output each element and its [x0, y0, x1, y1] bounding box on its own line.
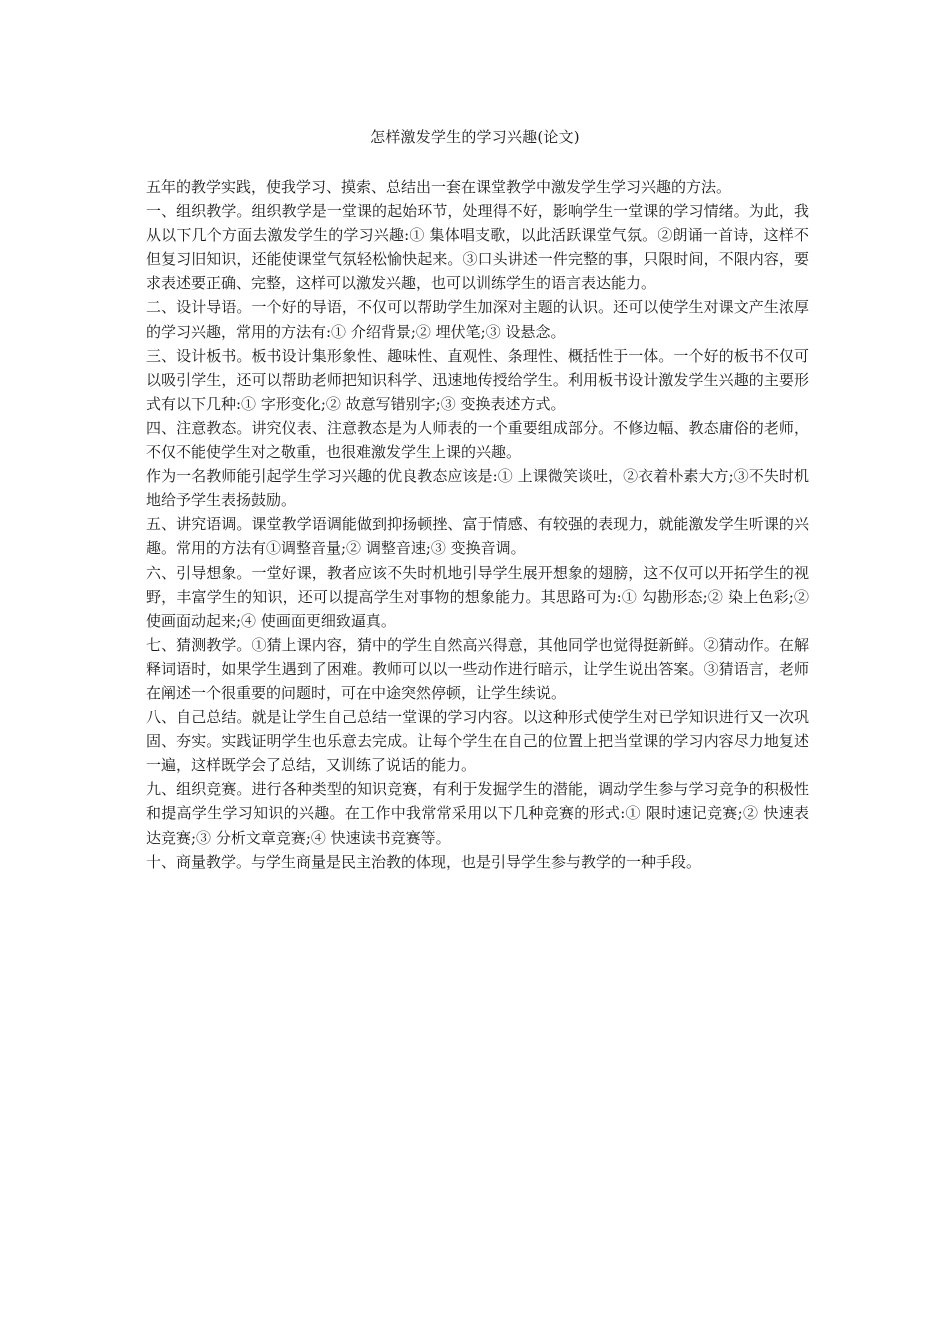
paragraph-section-8: 八、自己总结。就是让学生自己总结一堂课的学习内容。以这种形式使学生对已学知识进行又一次巩固、夯实。实践证明学生也乐意去完成。让每个学生在自己的位置上把当堂课的学习内容尽力地复述一遍，这样既学会了总结，又训练了说话的能力。	[146, 708, 809, 775]
paragraph-section-10: 十、商量教学。与学生商量是民主治教的体现，也是引导学生参与教学的一种手段。	[146, 852, 702, 871]
paragraph-section-1: 一、组织教学。组织教学是一堂课的起始环节，处理得不好，影响学生一堂课的学习情绪。为此，我从以下几个方面去激发学生的学习兴趣:① 集体唱支歌，以此活跃课堂气氛。②朗诵一首诗，这样不但复习旧知识，还能使课堂气氛轻松愉快起来。③口头讲述一件完整的事，只限时间，不限内容，要求表述要正确、完整，这样可以激发兴趣，也可以训练学生的语言表达能力。	[146, 202, 809, 293]
paragraph-section-3: 三、设计板书。板书设计集形象性、趣味性、直观性、条理性、概括性于一体。一个好的板书不仅可以吸引学生，还可以帮助老师把知识科学、迅速地传授给学生。利用板书设计激发学生兴趣的主要形式有以下几种:① 字形变化;② 故意写错别字;③ 变换表述方式。	[146, 346, 809, 413]
paragraph-section-9: 九、组织竞赛。进行各种类型的知识竞赛，有利于发掘学生的潜能，调动学生参与学习竞争的积极性和提高学生学习知识的兴趣。在工作中我常常采用以下几种竞赛的形式:① 限时速记竞赛;② 快速表达竞赛;③ 分析文章竞赛;④ 快速读书竞赛等。	[146, 780, 809, 847]
paragraph-section-4: 四、注意教态。讲究仪表、注意教态是为人师表的一个重要组成部分。不修边幅、教态庸俗的老师，不仅不能使学生对之敬重，也很难激发学生上课的兴趣。	[146, 418, 809, 462]
paragraph-section-5: 五、讲究语调。课堂教学语调能做到抑扬顿挫、富于情感、有较强的表现力，就能激发学生听课的兴趣。常用的方法有①调整音量;② 调整音速;③ 变换音调。	[146, 515, 809, 558]
document-body	[146, 175, 809, 874]
paragraph-section-2: 二、设计导语。一个好的导语，不仅可以帮助学生加深对主题的认识。还可以使学生对课文产生浓厚的学习兴趣，常用的方法有:① 介绍背景;② 埋伏笔;③ 设悬念。	[146, 298, 809, 341]
paragraph-section-7: 七、猜测教学。①猜上课内容，猜中的学生自然高兴得意，其他同学也觉得挺新鲜。②猜动作。在解释词语时，如果学生遇到了困难。教师可以以一些动作进行暗示，让学生说出答案。③猜语言，老师在阐述一个很重要的问题时，可在中途突然停顿，让学生续说。	[146, 635, 809, 702]
paragraph-section-6: 六、引导想象。一堂好课，教者应该不失时机地引导学生展开想象的翅膀，这不仅可以开拓学生的视野，丰富学生的知识，还可以提高学生对事物的想象能力。其思路可为:① 勾勘形态;② 染上色彩;② 使画面动起来;④ 使画面更细致逼真。	[146, 563, 809, 630]
paragraph-intro: 五年的教学实践，使我学习、摸索、总结出一套在课堂教学中激发学生学习兴趣的方法。	[146, 178, 732, 196]
paragraph-section-4-demeanor: 作为一名教师能引起学生学习兴趣的优良教态应该是:① 上课微笑谈吐，②衣着朴素大方;③不失时机地给予学生表扬鼓励。	[146, 467, 809, 510]
document-title: 怎样激发学生的学习兴趣(论文)	[370, 128, 580, 146]
